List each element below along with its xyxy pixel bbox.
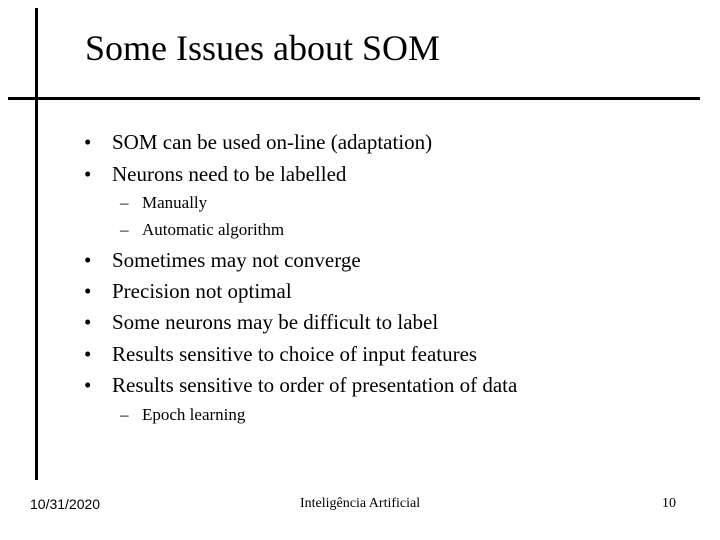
bullet-text: SOM can be used on-line (adaptation) — [112, 130, 433, 154]
bullet-text: Results sensitive to choice of input features — [112, 342, 478, 366]
sub-bullet-text: Epoch learning — [142, 405, 246, 424]
sub-bullet-text: Manually — [142, 193, 208, 212]
bullet-text: Results sensitive to order of presentation of data — [112, 373, 518, 397]
bullet-item — [84, 128, 432, 156]
footer-course: Inteligência Artificial — [300, 496, 421, 511]
sub-bullet-dash: – — [120, 193, 129, 212]
bullet-item — [84, 371, 517, 399]
bullet-item — [84, 277, 292, 305]
sub-bullet-dash: – — [120, 405, 129, 424]
horizontal-rule — [8, 97, 700, 100]
footer-date: 10/31/2020 — [30, 496, 101, 512]
sub-bullet-dash: – — [120, 220, 129, 239]
vertical-rule — [35, 8, 38, 480]
bullet-text: Precision not optimal — [112, 279, 292, 303]
bullet-item — [84, 246, 361, 274]
bullet-text: Neurons need to be labelled — [112, 162, 347, 186]
bullet-dot: • — [84, 310, 92, 334]
bullet-dot: • — [84, 248, 92, 272]
sub-bullet-text: Automatic algorithm — [142, 220, 285, 239]
bullet-dot: • — [84, 279, 92, 303]
bullet-dot: • — [84, 130, 92, 154]
bullet-item — [84, 340, 477, 368]
bullet-dot: • — [84, 162, 92, 186]
bullet-item — [84, 160, 346, 188]
sub-bullet-item — [120, 404, 245, 426]
footer-page-number: 10 — [662, 496, 676, 511]
sub-bullet-item — [120, 192, 207, 214]
sub-bullet-item — [120, 219, 284, 241]
bullet-item — [84, 308, 438, 336]
bullet-text: Sometimes may not converge — [112, 248, 361, 272]
bullet-dot: • — [84, 342, 92, 366]
bullet-dot: • — [84, 373, 92, 397]
slide-title: Some Issues about SOM — [85, 28, 441, 68]
bullet-text: Some neurons may be difficult to label — [112, 310, 439, 334]
